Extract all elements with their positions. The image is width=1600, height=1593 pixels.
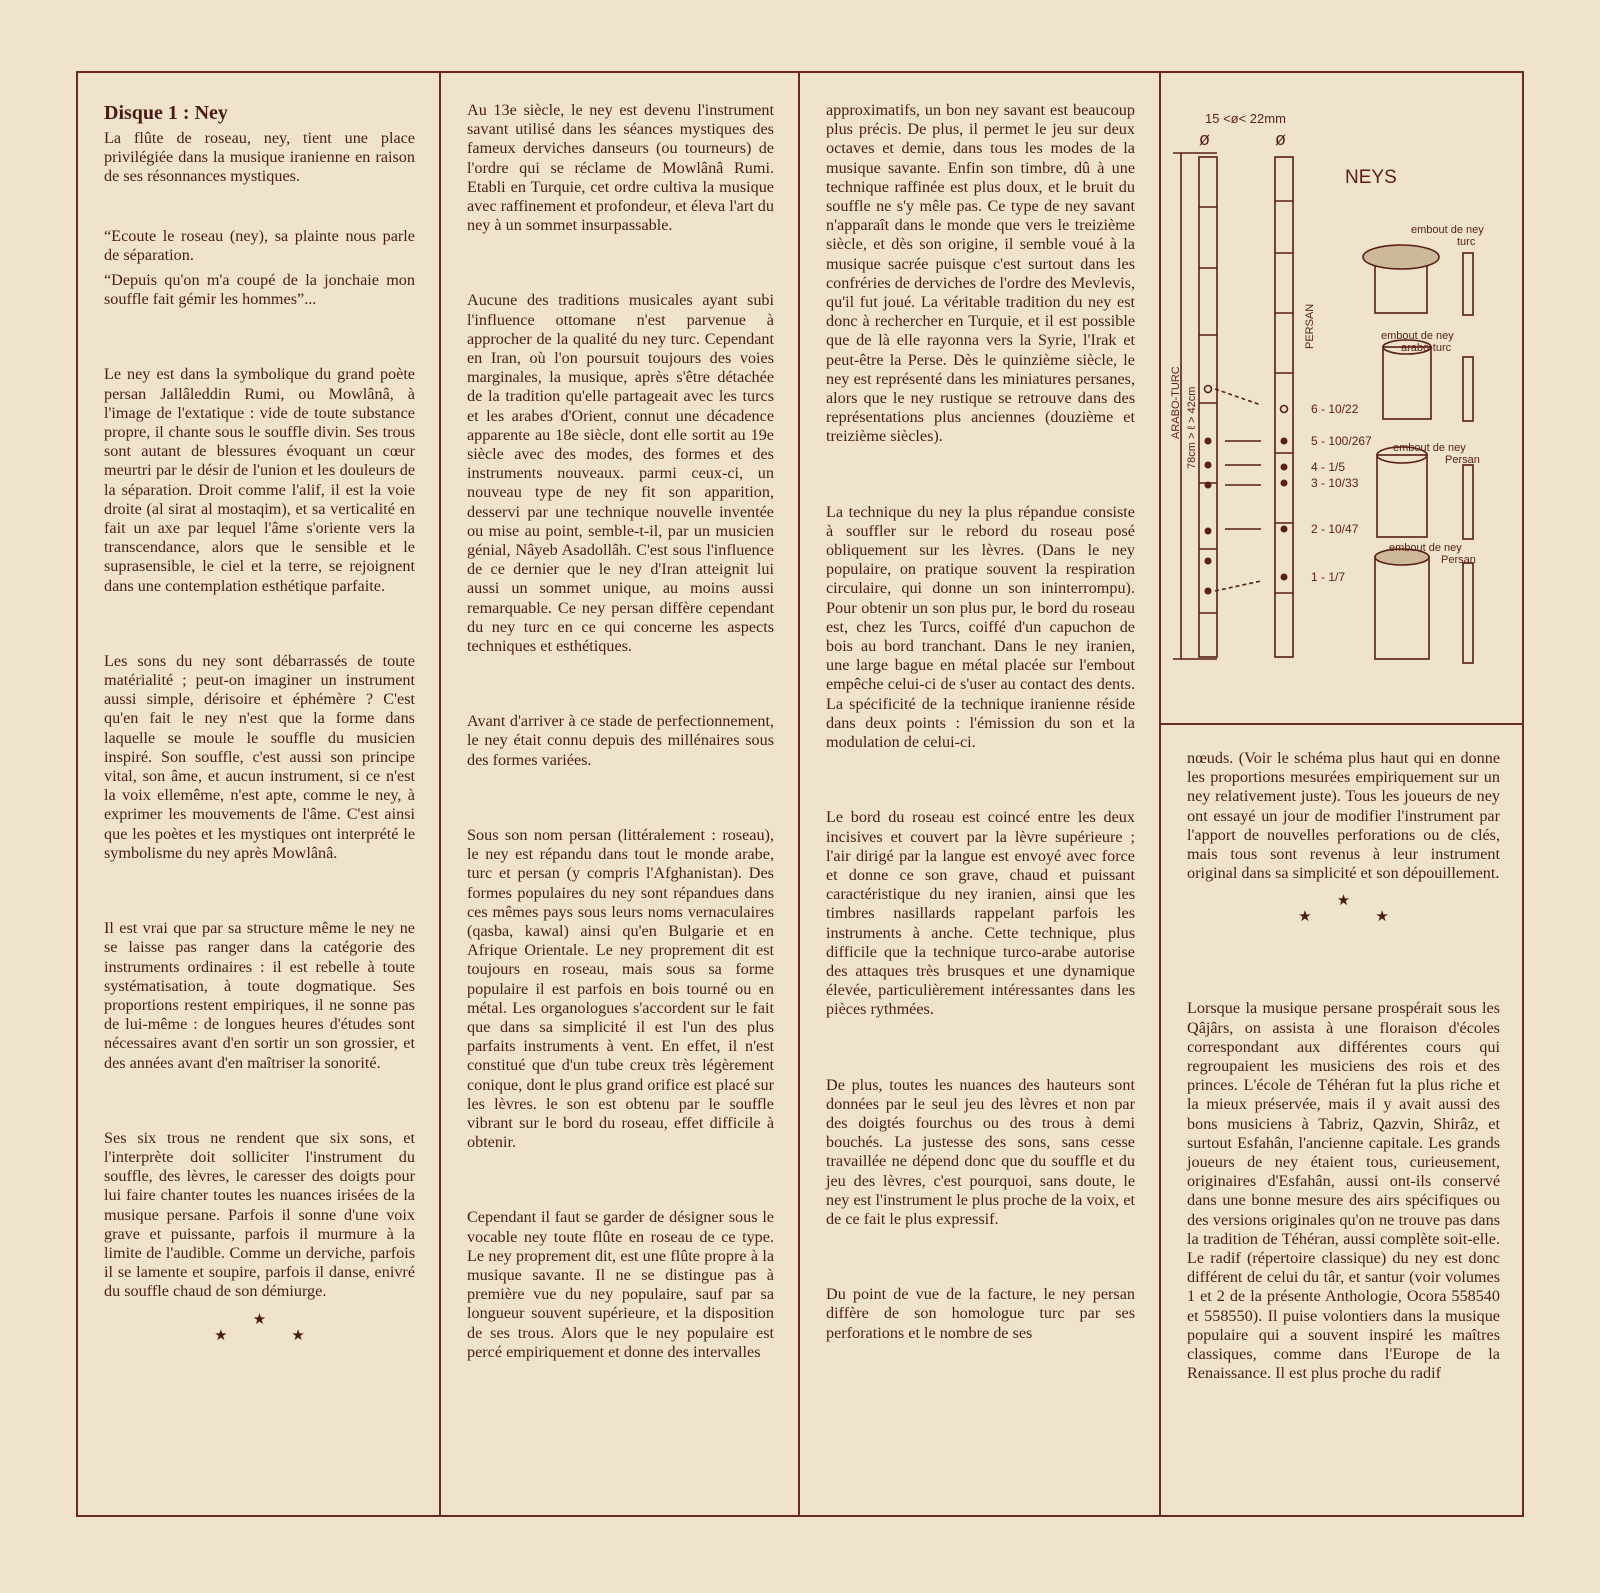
column-2 <box>441 73 800 1515</box>
ney-turc-tube <box>1199 157 1217 657</box>
embout-label: Persan <box>1441 554 1476 566</box>
paragraph: Il est vrai que par sa structure même le ney ne se laisse pas ranger dans la catégorie des instruments ordinaires : il est rebelle à toute systématisation, à toute dogmatique. Ses proportions restent empiriques, il ne sonne pas de lui-même : de longues heures d'études sont nécessaires avant d'en sortir un son grossier, et des années avant d'en maîtriser la sonorité. <box>104 919 415 1072</box>
booklet-page <box>76 71 1524 1517</box>
paragraph: Avant d'arriver à ce stade de perfectionnement, le ney était connu depuis des millénaires sous des formes variées. <box>467 712 774 769</box>
embout-label: embout de ney <box>1411 224 1484 236</box>
paragraph: Ses six trous ne rendent que six sons, et l'interprète doit solliciter l'instrument du souffle, des lèvres, le caresser des doigts pour lui faire chanter toutes les nuances irisées de la musique persane. Parfois il sonne d'une voix grave et puissante, parfois il murmure à la limite de l'audible. Comme un derviche, parfois il se lamente et soupire, parfois il danse, enivré du souffle chaud de son démiurge. <box>104 1128 415 1301</box>
ratio-label: 6 - 10/22 <box>1311 402 1359 416</box>
column-1 <box>78 73 441 1515</box>
embout-label: turc <box>1457 236 1476 248</box>
paragraph: Cependant il faut se garder de désigner sous le vocable ney toute flûte en roseau de ce type. Le ney proprement dit, est une flûte propre à la musique savante. Il ne se distingue pas à première vue du ney populaire, sauf par sa longueur souvent supérieure, et la disposition de ses trous. Alors que le ney populaire est percé empiriquement et donne des intervalles <box>467 1208 774 1361</box>
diameter-label: 15 <ø< 22mm <box>1205 111 1286 126</box>
star-bottom: ★ ★ <box>1298 909 1419 926</box>
paragraph: nœuds. (Voir le schéma plus haut qui en donne les proportions mesurées empiriquement sur un ney relativement juste). Tous les joueurs de ney ont essayé un jour de modifier l'instrument par l'apport de nouvelles perforations ou de clés, mais tous sont revenus à leur instrument original dans sa simplicité et son dépouillement. <box>1187 749 1500 883</box>
paragraph: La flûte de roseau, ney, tient une place privilégiée dans la musique iranienne en raison de ses résonnances mystiques. <box>104 129 415 186</box>
embout-label: embout de ney <box>1393 442 1466 454</box>
paragraph: Sous son nom persan (littéralement : roseau), le ney est répandu dans tout le monde arabe, turc et persan (y compris l'Afghanistan). Des formes populaires du ney sont répandues dans ces mêmes pays sous leurs noms vernaculaires (qasba, kawal) ainsi qu'en Bulgarie et en Afrique Orientale. Le ney proprement dit est toujours en roseau, mais sous sa forme populaire il est parfois en bois tourné ou en métal. Les organologues s'accordent sur le fait que dans sa simplicité il est l'un des plus parfaits instruments à vent. En effet, il n'est constitué que d'un tube creux très légèrement conique, dont le plus grand orifice est placé sur les lèvres. le son est obtenu par le souffle vibrant sur le bord du roseau, effet difficile à obtenir. <box>467 825 774 1152</box>
ney-diagram <box>1161 73 1524 725</box>
page-title: Disque 1 : Ney <box>104 102 228 124</box>
column-3 <box>800 73 1161 1515</box>
embout-persan-1 <box>1377 455 1427 537</box>
ratio-label: 4 - 1/5 <box>1311 460 1346 474</box>
ratio-label: 3 - 10/33 <box>1311 476 1359 490</box>
paragraph: La technique du ney la plus répandue consiste à souffler sur le rebord du roseau posé obliquement sur les lèvres. (Dans le ney populaire, on pratique souvent la respiration circulaire, qui donne un son ininterrompu). Pour obtenir un son plus pur, le bord du roseau est, chez les Turcs, coiffé d'un capuchon de bois au bord tranchant. Dans le ney iranien, une large bague en métal placée sur l'embout empêche celui-ci de s'user au contact des dents. La spécificité de la technique iranienne réside dans deux points : l'émission du son et la modulation de celui-ci. <box>826 502 1135 752</box>
star-separator <box>104 1312 415 1344</box>
star-separator <box>1187 893 1500 925</box>
column-4 <box>1161 73 1524 1515</box>
quote-line: “Ecoute le roseau (ney), sa plainte nous parle de séparation. <box>104 226 415 264</box>
label-length: 78cm > ℓ > 42cm <box>1186 386 1198 469</box>
embout-persan-2 <box>1375 557 1429 659</box>
diameter-symbol: ø <box>1199 129 1210 149</box>
embout-label: Persan <box>1445 454 1480 466</box>
paragraph: Le bord du roseau est coincé entre les deux incisives et couvert par la lèvre supérieure ; l'air dirigé par la langue est envoyé avec force et donne ce son grave, chaud et puissant caractéristique du ney iranien, ainsi que les timbres nasillards rappelant parfois les instruments à anche. Cette technique, plus difficile que la technique turco-arabe autorise des attaques très brusques et une dynamique élevée, particulièrement intéressantes dans les pièces rythmées. <box>826 808 1135 1019</box>
column-4-text <box>1161 725 1524 1515</box>
label-persan: PERSAN <box>1304 303 1316 349</box>
star-top: ★ <box>1336 893 1351 910</box>
embout-label: arabo-turc <box>1401 342 1452 354</box>
ney-diagram-svg <box>1161 73 1524 723</box>
star-bottom: ★ ★ <box>214 1327 335 1344</box>
star-top: ★ <box>252 1311 267 1328</box>
paragraph: Le ney est dans la symbolique du grand poète persan Jallâleddin Rumi, ou Mowlânâ, à l'image de l'extatique : vide de toute substance propre, il chante sous le souffle divin. Ses trous sont autant de blessures évoquant un cœur meurtri par le désir de l'union et les douleurs de la séparation. Droit comme l'alif, il est la voie droite (al sirat al mostaqim), et sa verticalité en fait un axe par lequel l'âme s'oriente vers la transcendance, alors que le sensible et le suprasensible, le ciel et la terre, se rejoignent dans une contemplation esthétique parfaite. <box>104 365 415 595</box>
embout-arabo-turc <box>1383 347 1431 419</box>
ratio-label: 2 - 10/47 <box>1311 522 1359 536</box>
embout-label: embout de ney <box>1381 330 1454 342</box>
ratio-label: 5 - 100/267 <box>1311 434 1372 448</box>
ney-persan-tube <box>1275 157 1293 657</box>
paragraph: De plus, toutes les nuances des hauteurs sont données par le seul jeu des lèvres et non par des doigtés fourchus ou des trous à demi bouchés. La justesse des sons, sans cesse travaillée ne dépend donc que du souffle et du jeu des lèvres, c'est pourquoi, sans doute, le ney est l'instrument le plus proche de la voix, et de ce fait le plus expressif. <box>826 1075 1135 1228</box>
label-arabo-turc: ARABO-TURC <box>1170 366 1182 439</box>
paragraph: Au 13e siècle, le ney est devenu l'instrument savant utilisé dans les séances mystiques des fameux derviches danseurs (ou tourneurs) de l'ordre qui se réclame de Mowlânâ Rumi. Etabli en Turquie, cet ordre cultiva la musique avec raffinement et profondeur, et éleva l'art du ney à un sommet insurpassable. <box>467 101 774 235</box>
diameter-symbol: ø <box>1275 129 1286 149</box>
paragraph: Du point de vue de la facture, le ney persan diffère de son homologue turc par ses perforations et le nombre de ses <box>826 1285 1135 1342</box>
diagram-title: NEYS <box>1345 167 1397 188</box>
paragraph: approximatifs, un bon ney savant est beaucoup plus précis. De plus, il permet le jeu sur deux octaves et demie, dans tous les modes de la musique savante. Enfin son timbre, dû à une technique raffinée est plus doux, et le bruit du souffle ne s'y mêle pas. Ce type de ney savant n'apparaît dans le monde que vers le treizième siècle, et dès son origine, il semble voué à la musique sacrée puisque c'est surtout dans les confréries de derviches de l'ordre des Mevlevis, qu'il fut joué. La véritable tradition du ney est donc à rechercher en Turquie, et il est possible que de là elle rayonna vers la Syrie, l'Irak et peut-être la Perse. Dès le quinzième siècle, le ney est représenté dans les miniatures persanes, alors que le ney rustique se retrouve dans des représentations plus anciennes (douzième et treizième siècles). <box>826 101 1136 446</box>
paragraph: Les sons du ney sont débarrassés de toute matérialité ; peut-on imaginer un instrument aussi simple, dérisoire et éphémère ? C'est qu'en fait le ney n'est que la forme dans laquelle se moule le souffle du musicien inspiré. Son souffle, c'est aussi son principe vital, son âme, et aucun instrument, si ce n'est la voix ellemême, n'est apte, comme le ney, à exprimer les mouvements de l'âme. C'est ainsi que les poètes et les mystiques ont interprété le symbolisme du ney après Mowlânâ. <box>104 651 415 862</box>
paragraph: Aucune des traditions musicales ayant subi l'influence ottomane n'est parvenue à approcher de la qualité du ney turc. Cependant en Iran, où l'on poursuit toujours des voies marginales, la musique, après s'être détachée de la tradition qu'elle partageait avec les turcs et les arabes d'Orient, connut une décadence apparente au 18e siècle, dont elle sortit au 19e siècle avec des modes, des formes et des instruments nouveaux. parmi ceux-ci, un nouveau type de ney fit son apparition, desservi par une technique nouvelle inventée ou mise au point, semble-t-il, par un musicien génial, Nâyeb Asadollâh. C'est sous l'influence de ce dernier que le ney d'Iran atteignit lui aussi un sommet unique, au moins aussi remarquable. Ce ney persan diffère cependant du ney turc en ce qui concerne les aspects techniques et esthétiques. <box>467 291 774 656</box>
ratio-label: 1 - 1/7 <box>1311 570 1346 584</box>
paragraph: Lorsque la musique persane prospérait sous les Qâjârs, on assista à une floraison d'écoles correspondant aux différentes cours qui regroupaient les musiciens des rois et des princes. L'école de Téhéran fut la plus riche et la mieux préservée, mais il y avait aussi des bons musiciens à Tabriz, Qazvin, Shirâz, et surtout Esfahân, l'ancienne capitale. Les grands joueurs de ney étaient tous, curieusement, originaires d'Esfahân, aussi ont-ils conservé dans une bonne mesure des airs spécifiques ou des versions originales qu'on ne trouve pas dans la tradition de Téhéran, aussi complète soit-elle. Le radif (répertoire classique) du ney est donc différent de celui du târ, et santur (voir volumes 1 et 2 de la présente Anthologie, Ocora 558540 et 558550). Il puise volontiers dans la musique populaire qui a souvent inspiré les maîtres classiques, comme dans l'Europe de la Renaissance. Il est plus proche du radif <box>1187 999 1500 1383</box>
embout-label: embout de ney <box>1389 542 1462 554</box>
quote-line: “Depuis qu'on m'a coupé de la jonchaie mon souffle fait gémir les hommes”... <box>104 271 415 309</box>
